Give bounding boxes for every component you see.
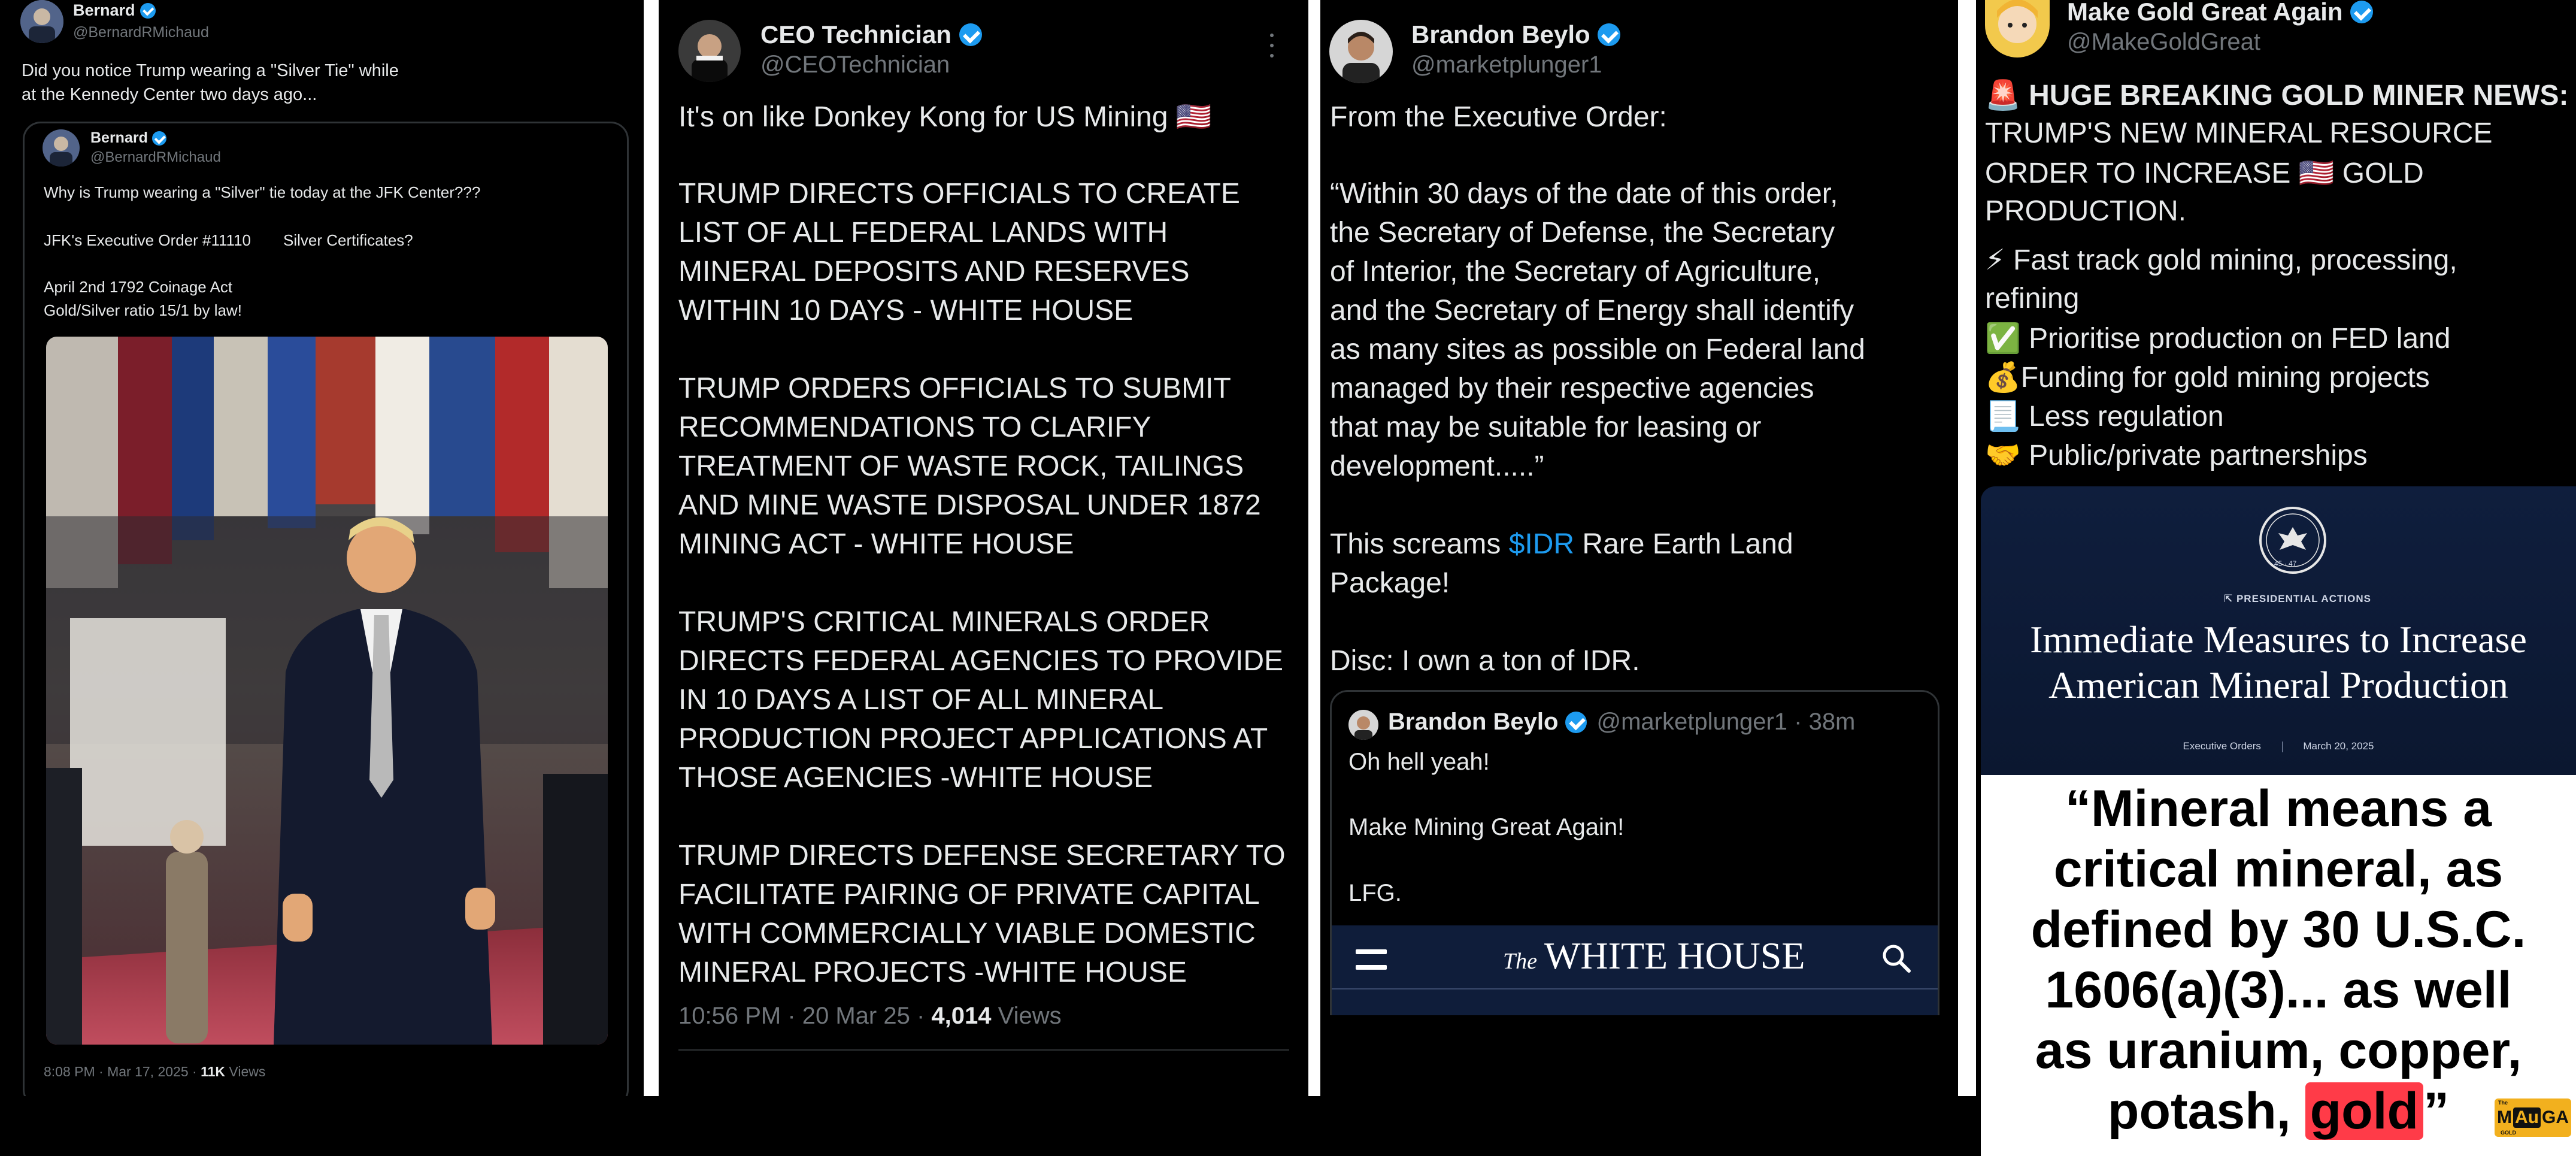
verified-badge-icon: [1565, 712, 1587, 733]
tweet-timestamp[interactable]: 8:08 PM · Mar 17, 2025 ·: [44, 1064, 201, 1079]
tweet-timestamp[interactable]: 10:56 PM · 20 Mar 25 ·: [678, 1003, 932, 1029]
tweet-text-line: IN 10 DAYS A LIST OF ALL MINERAL: [678, 684, 1164, 716]
avatar-image: [1348, 710, 1378, 740]
quoted-tweet[interactable]: [1330, 690, 1939, 1015]
callout-line: 1606(a)(3)... as well: [2045, 961, 2512, 1019]
tweet-text-intro: It's on like Donkey Kong for US Mining 🇺🇸: [678, 101, 1212, 133]
quoted-text-line: JFK's Executive Order #11110: [44, 231, 251, 249]
tweet-text-line: TRUMP DIRECTS OFFICIALS TO CREATE: [678, 178, 1240, 210]
whitehouse-logo[interactable]: [1503, 934, 1805, 978]
watermark-part: GA: [2542, 1107, 2569, 1127]
callout-line: defined by 30 U.S.C.: [2031, 901, 2526, 958]
bullet-item: 🤝 Public/private partnerships: [1985, 440, 2368, 471]
bullet-item: 💰Funding for gold mining projects: [1985, 362, 2430, 394]
callout-line: as uranium, copper,: [2035, 1022, 2522, 1079]
watermark-part: Au: [2513, 1107, 2541, 1128]
hamburger-menu-icon[interactable]: [1356, 949, 1387, 970]
whitehouse-article-card[interactable]: [1981, 486, 2576, 775]
author-handle[interactable]: @marketplunger1 · 38m: [1596, 709, 1856, 735]
headline-line: 🚨 HUGE BREAKING GOLD MINER NEWS:: [1985, 80, 2569, 111]
callout-line: [1981, 1081, 2576, 1142]
cashtag-link[interactable]: $IDR: [1508, 528, 1575, 560]
tweet-text-line: Disc: I own a ton of IDR.: [1330, 645, 1640, 677]
whitehouse-site-header: [1332, 925, 1938, 1015]
panel-divider: [644, 0, 659, 1096]
tweet-text-line: LIST OF ALL FEDERAL LANDS WITH: [678, 217, 1168, 249]
quoted-tweet[interactable]: [23, 122, 629, 1096]
avatar[interactable]: [678, 20, 741, 82]
author-handle[interactable]: @BernardRMichaud: [73, 24, 209, 41]
avatar[interactable]: [1985, 0, 2050, 58]
author-name[interactable]: [760, 20, 982, 49]
avatar-image: [678, 20, 741, 82]
watermark-small-top: The: [2498, 1100, 2508, 1106]
card-category-text: PRESIDENTIAL ACTIONS: [2236, 593, 2371, 604]
tweet-text-line: “Within 30 days of the date of this order,: [1330, 178, 1838, 210]
tweet-panel-bernard: [0, 0, 644, 1096]
avatar[interactable]: [1329, 20, 1393, 83]
author-name-text: Make Gold Great Again: [2067, 0, 2343, 26]
tweet-text-line: WITH COMMERCIALLY VIABLE DOMESTIC: [678, 918, 1256, 949]
tweet-text-line: of Interior, the Secretary of Agriculture,: [1330, 256, 1821, 288]
avatar-image: [43, 129, 80, 167]
tweet-text-line: FACILITATE PAIRING OF PRIVATE CAPITAL: [678, 879, 1260, 910]
whitehouse-logo-the: The: [1503, 949, 1537, 974]
whitehouse-logo-title: WHITE HOUSE: [1544, 934, 1805, 977]
card-category: [2224, 593, 2371, 605]
tweet-text-line: TRUMP ORDERS OFFICIALS TO SUBMIT: [678, 373, 1231, 404]
tweet-text-line: RECOMMENDATIONS TO CLARIFY: [678, 411, 1151, 443]
tweet-text-line: Package!: [1330, 567, 1450, 599]
callout-fragment: potash,: [2107, 1082, 2305, 1140]
tweet-text-line: TRUMP DIRECTS DEFENSE SECRETARY TO: [678, 840, 1286, 871]
tweet-text-line: MINING ACT - WHITE HOUSE: [678, 528, 1074, 560]
watermark-part: M: [2497, 1107, 2512, 1127]
views-count: 11K: [201, 1064, 226, 1079]
author-handle[interactable]: @marketplunger1: [1411, 52, 1602, 78]
tweet-panel-make-gold-great-again: [1976, 0, 2576, 1156]
tweet-footer-divider: [678, 1049, 1289, 1051]
pin-icon: ⇱: [2224, 593, 2236, 604]
tweet-text-line: DIRECTS FEDERAL AGENCIES TO PROVIDE: [678, 645, 1284, 677]
quoted-text-line: Oh hell yeah!: [1348, 749, 1490, 775]
author-name-text: CEO Technician: [760, 20, 951, 49]
tweet-meta: [44, 1064, 265, 1080]
callout-fragment: ”: [2423, 1082, 2450, 1140]
author-name-text: Brandon Beylo: [1411, 20, 1590, 49]
quote-callout: [1981, 775, 2576, 1156]
quoted-text-line: LFG.: [1348, 880, 1402, 906]
more-options-icon[interactable]: [1268, 34, 1275, 58]
author-name[interactable]: [90, 129, 166, 147]
tweet-text-line: and the Secretary of Energy shall identify: [1330, 295, 1854, 326]
tweet-text-fragment: Rare Earth Land: [1574, 528, 1793, 560]
header-separator: [1332, 988, 1938, 989]
author-name-text: Bernard: [73, 1, 135, 19]
tweet-text-line: TRUMP'S CRITICAL MINERALS ORDER: [678, 606, 1210, 638]
card-sub-left[interactable]: Executive Orders: [2183, 740, 2261, 752]
search-icon[interactable]: [1880, 942, 1913, 975]
tweet-text-line: that may be suitable for leasing or: [1330, 411, 1762, 443]
quoted-text-line: April 2nd 1792 Coinage Act: [44, 278, 233, 296]
tweet-text-line: PRODUCTION PROJECT APPLICATIONS AT: [678, 723, 1268, 755]
tweet-panel-ceo-technician: [659, 0, 1308, 1096]
author-name[interactable]: [1411, 20, 1620, 49]
author-name-text: Bernard: [90, 129, 148, 146]
panel-divider: [1308, 0, 1320, 1096]
tweet-text-line: From the Executive Order:: [1330, 101, 1667, 133]
author-handle[interactable]: @MakeGoldGreat: [2067, 29, 2260, 55]
callout-line: “Mineral means a: [2065, 780, 2492, 837]
verified-badge-icon: [2350, 1, 2373, 23]
verified-badge-icon: [152, 131, 166, 146]
verified-badge-icon: [140, 3, 156, 19]
tweet-text-line: the Secretary of Defense, the Secretary: [1330, 217, 1835, 249]
tweet-text-line: AND MINE WASTE DISPOSAL UNDER 1872: [678, 489, 1261, 521]
headline-line: TRUMP'S NEW MINERAL RESOURCE: [1985, 117, 2493, 149]
callout-line: critical mineral, as: [2053, 840, 2504, 898]
verified-badge-icon: [959, 23, 982, 46]
bullet-item: ✅ Prioritise production on FED land: [1985, 323, 2451, 355]
avatar-image: [1329, 20, 1393, 83]
tweet-text-line: MINERAL PROJECTS -WHITE HOUSE: [678, 957, 1187, 988]
tweet-text-line: managed by their respective agencies: [1330, 373, 1814, 404]
author-name[interactable]: [1388, 709, 1855, 736]
tweet-panel-brandon-beylo: [1320, 0, 1958, 1096]
headline-line: PRODUCTION.: [1985, 195, 2186, 227]
tweet-meta: [678, 1003, 1062, 1030]
tweet-text-line: development.....”: [1330, 450, 1544, 482]
quoted-text-line: Why is Trump wearing a "Silver" tie today at the JFK Center???: [44, 183, 481, 201]
author-handle[interactable]: @BernardRMichaud: [90, 149, 221, 165]
card-sub-right: March 20, 2025: [2303, 740, 2374, 752]
card-sub-separator: [2282, 742, 2283, 752]
tweet-text-line: at the Kennedy Center two days ago...: [22, 85, 317, 104]
verified-badge-icon: [1598, 23, 1620, 46]
avatar-image: [20, 0, 63, 43]
card-title: [1981, 617, 2576, 708]
tweet-text-line: MINERAL DEPOSITS AND RESERVES: [678, 256, 1190, 288]
author-handle[interactable]: @CEOTechnician: [760, 52, 950, 78]
tweet-text-line: THOSE AGENCIES -WHITE HOUSE: [678, 762, 1153, 794]
card-subline: [1981, 740, 2576, 752]
card-title-line: American Mineral Production: [2048, 664, 2508, 706]
views-label: Views: [991, 1003, 1062, 1029]
headline-line: ORDER TO INCREASE 🇺🇸 GOLD: [1985, 158, 2424, 189]
tweet-text-fragment: This screams: [1330, 528, 1509, 560]
seal-numbers: 45 · 47: [2274, 559, 2297, 568]
callout-text: [1981, 779, 2576, 1142]
views-count: 4,014: [931, 1003, 992, 1029]
author-name[interactable]: [73, 1, 156, 20]
author-name-text: Brandon Beylo: [1388, 709, 1559, 735]
panel-divider: [1958, 0, 1976, 1096]
quoted-text-line: Make Mining Great Again!: [1348, 814, 1625, 840]
trump-walking-photo: [46, 337, 608, 1045]
views-label: Views: [225, 1064, 266, 1079]
mauga-watermark-logo: [2495, 1098, 2571, 1137]
tweet-text-line: TREATMENT OF WASTE ROCK, TAILINGS: [678, 450, 1244, 482]
tweet-photo[interactable]: [46, 337, 608, 1045]
tweet-text-line: Did you notice Trump wearing a "Silver Tie" while: [22, 61, 399, 80]
avatar-image: [1985, 0, 2050, 58]
quoted-text-line: Silver Certificates?: [283, 231, 413, 249]
avatar[interactable]: [43, 129, 80, 167]
avatar[interactable]: [20, 0, 63, 43]
card-title-line: Immediate Measures to Increase: [2030, 618, 2527, 661]
watermark-small-bottom: GOLD: [2501, 1130, 2516, 1136]
tweet-text-line: as many sites as possible on Federal land: [1330, 334, 1865, 365]
bullet-item: refining: [1985, 283, 2080, 314]
avatar[interactable]: [1348, 710, 1378, 740]
bullet-item: 📃 Less regulation: [1985, 401, 2224, 432]
tweet-text-line: [1330, 528, 1793, 561]
highlighted-word: gold: [2305, 1082, 2424, 1140]
tweet-text-line: WITHIN 10 DAYS - WHITE HOUSE: [678, 295, 1134, 326]
bullet-item: ⚡ Fast track gold mining, processing,: [1985, 244, 2457, 276]
quoted-text-line: Gold/Silver ratio 15/1 by law!: [44, 301, 242, 319]
author-name[interactable]: [2067, 0, 2373, 26]
